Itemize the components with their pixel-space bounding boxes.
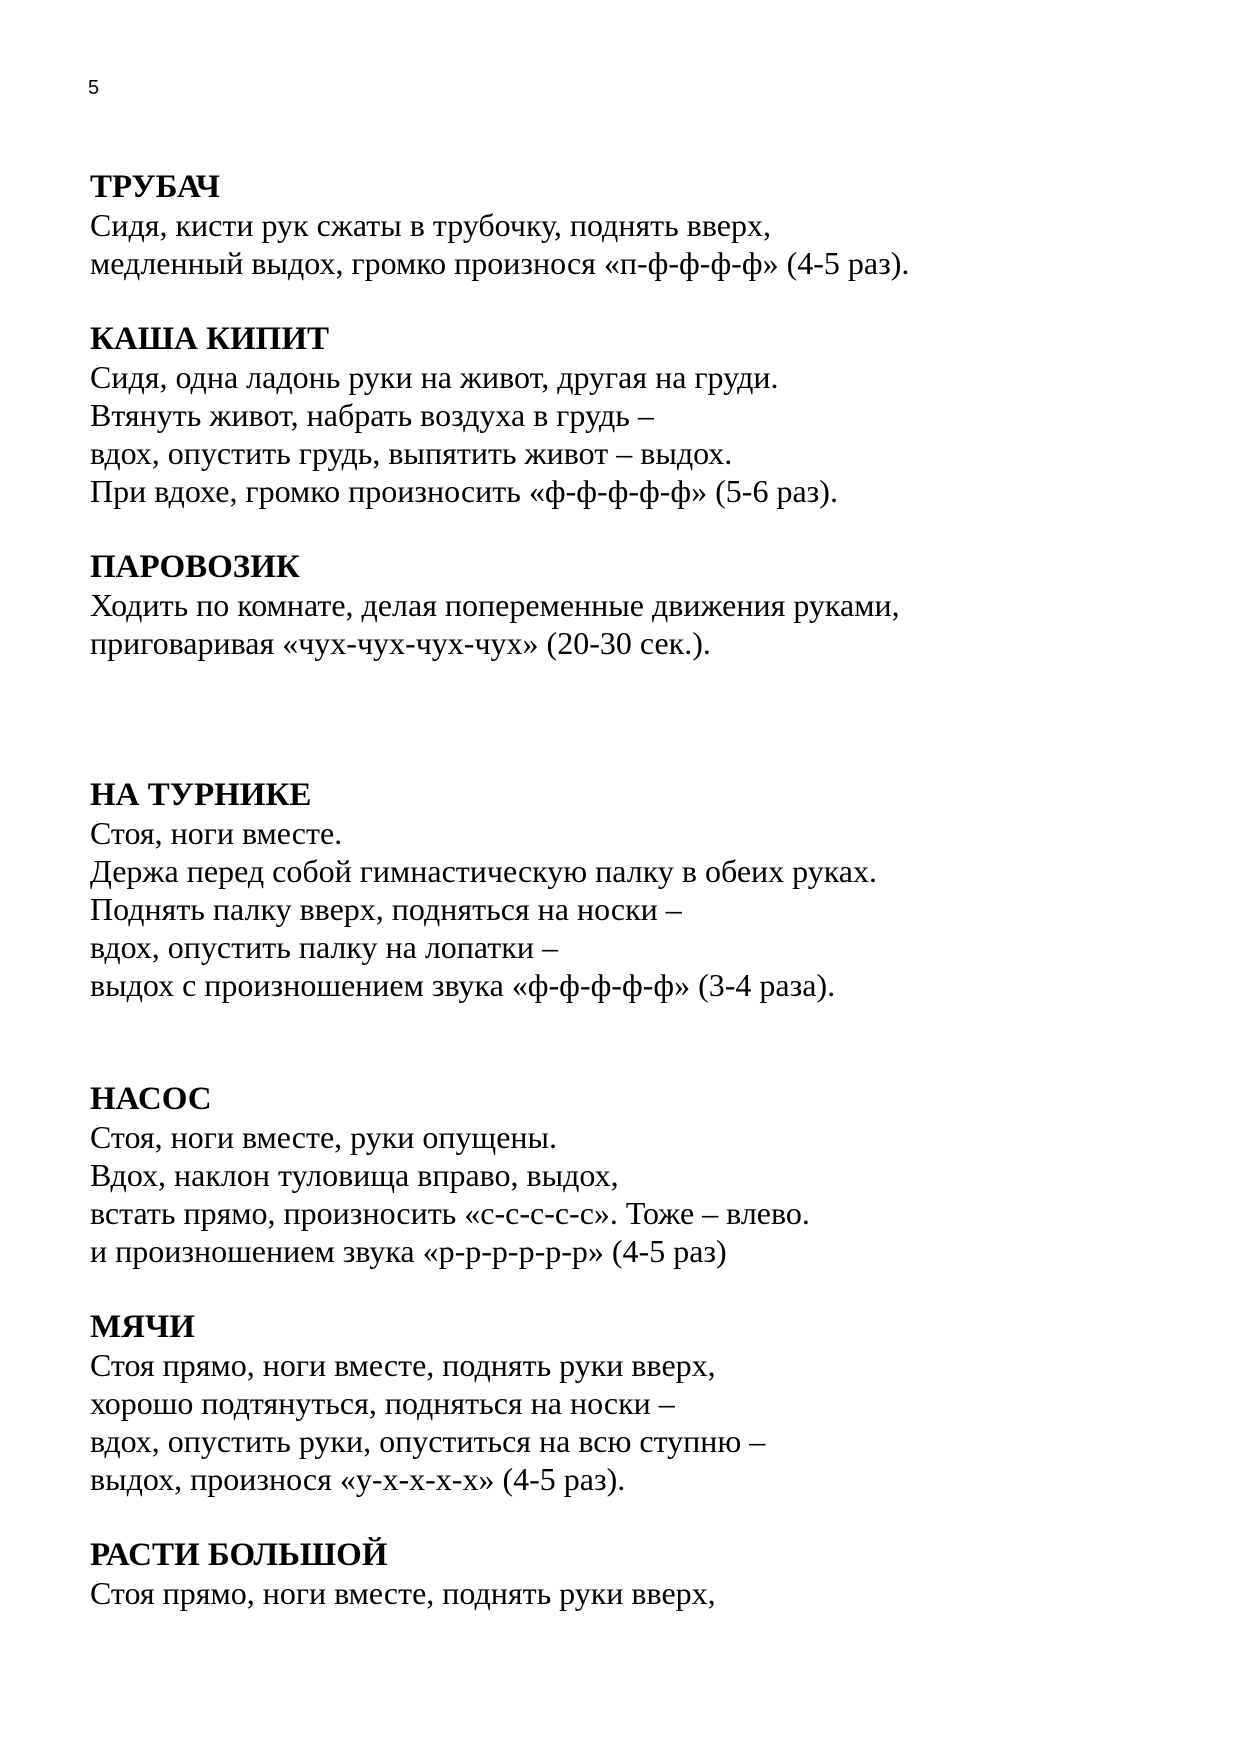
description-line: Вдох, наклон туловища вправо, выдох, bbox=[90, 1157, 619, 1193]
description-line: Стоя, ноги вместе, руки опущены. bbox=[90, 1119, 558, 1155]
description-line: Держа перед собой гимнастическую палку в обеих руках. bbox=[90, 853, 877, 889]
exercise-title: МЯЧИ bbox=[90, 1309, 195, 1345]
description-line: встать прямо, произносить «с-с-с-с-с». Тоже – влево. bbox=[90, 1195, 810, 1231]
exercise-na-turnike bbox=[90, 776, 1170, 1004]
description-line: вдох, опустить палку на лопатки – bbox=[90, 929, 558, 965]
exercise-title: НАСОС bbox=[90, 1081, 212, 1117]
exercise-description bbox=[90, 1118, 1170, 1270]
description-line: Втянуть живот, набрать воздуха в грудь – bbox=[90, 397, 654, 433]
description-line: вдох, опустить грудь, выпятить живот – выдох. bbox=[90, 435, 733, 471]
description-line: вдох, опустить руки, опуститься на всю ступню – bbox=[90, 1423, 766, 1459]
description-line: выдох с произношением звука «ф-ф-ф-ф-ф» (3-4 раза). bbox=[90, 967, 836, 1003]
exercise-description bbox=[90, 358, 1170, 510]
exercise-title: КАША КИПИТ bbox=[90, 321, 330, 357]
exercise-description bbox=[90, 1574, 1170, 1612]
exercise-title: НА ТУРНИКЕ bbox=[90, 777, 312, 813]
exercise-description bbox=[90, 586, 1170, 662]
exercise-title: РАСТИ БОЛЬШОЙ bbox=[90, 1537, 388, 1573]
description-line: Стоя прямо, ноги вместе, поднять руки вверх, bbox=[90, 1347, 716, 1383]
description-line: медленный выдох, громко произнося «п-ф-ф-ф-ф» (4-5 раз). bbox=[90, 245, 910, 281]
description-line: Стоя прямо, ноги вместе, поднять руки вверх, bbox=[90, 1575, 716, 1611]
exercise-description bbox=[90, 1346, 1170, 1498]
exercise-rasti-bolshoy bbox=[90, 1536, 1170, 1612]
description-line: Ходить по комнате, делая попеременные движения руками, bbox=[90, 587, 900, 623]
description-line: приговаривая «чух-чух-чух-чух» (20-30 сек.). bbox=[90, 625, 711, 661]
exercise-nasos bbox=[90, 1080, 1170, 1270]
description-line: Сидя, кисти рук сжаты в трубочку, поднять вверх, bbox=[90, 207, 771, 243]
description-line: Поднять палку вверх, подняться на носки – bbox=[90, 891, 682, 927]
exercise-description bbox=[90, 206, 1170, 282]
description-line: Стоя, ноги вместе. bbox=[90, 815, 343, 851]
page-number: 5 bbox=[88, 77, 100, 99]
exercise-myachi bbox=[90, 1308, 1170, 1498]
description-line: выдох, произнося «у-х-х-х-х» (4-5 раз). bbox=[90, 1461, 626, 1497]
description-line: хорошо подтянуться, подняться на носки – bbox=[90, 1385, 675, 1421]
exercise-title: ПАРОВОЗИК bbox=[90, 549, 300, 585]
description-line: При вдохе, громко произносить «ф-ф-ф-ф-ф» (5-6 раз). bbox=[90, 473, 838, 509]
description-line: и произношением звука «р-р-р-р-р-р» (4-5 раз) bbox=[90, 1233, 727, 1269]
exercise-parovozik bbox=[90, 548, 1170, 662]
exercise-trubach bbox=[90, 168, 1170, 282]
exercise-title: ТРУБАЧ bbox=[90, 169, 220, 205]
exercise-kasha-kipit bbox=[90, 320, 1170, 510]
description-line: Сидя, одна ладонь руки на живот, другая на груди. bbox=[90, 359, 779, 395]
exercise-description bbox=[90, 814, 1170, 1004]
